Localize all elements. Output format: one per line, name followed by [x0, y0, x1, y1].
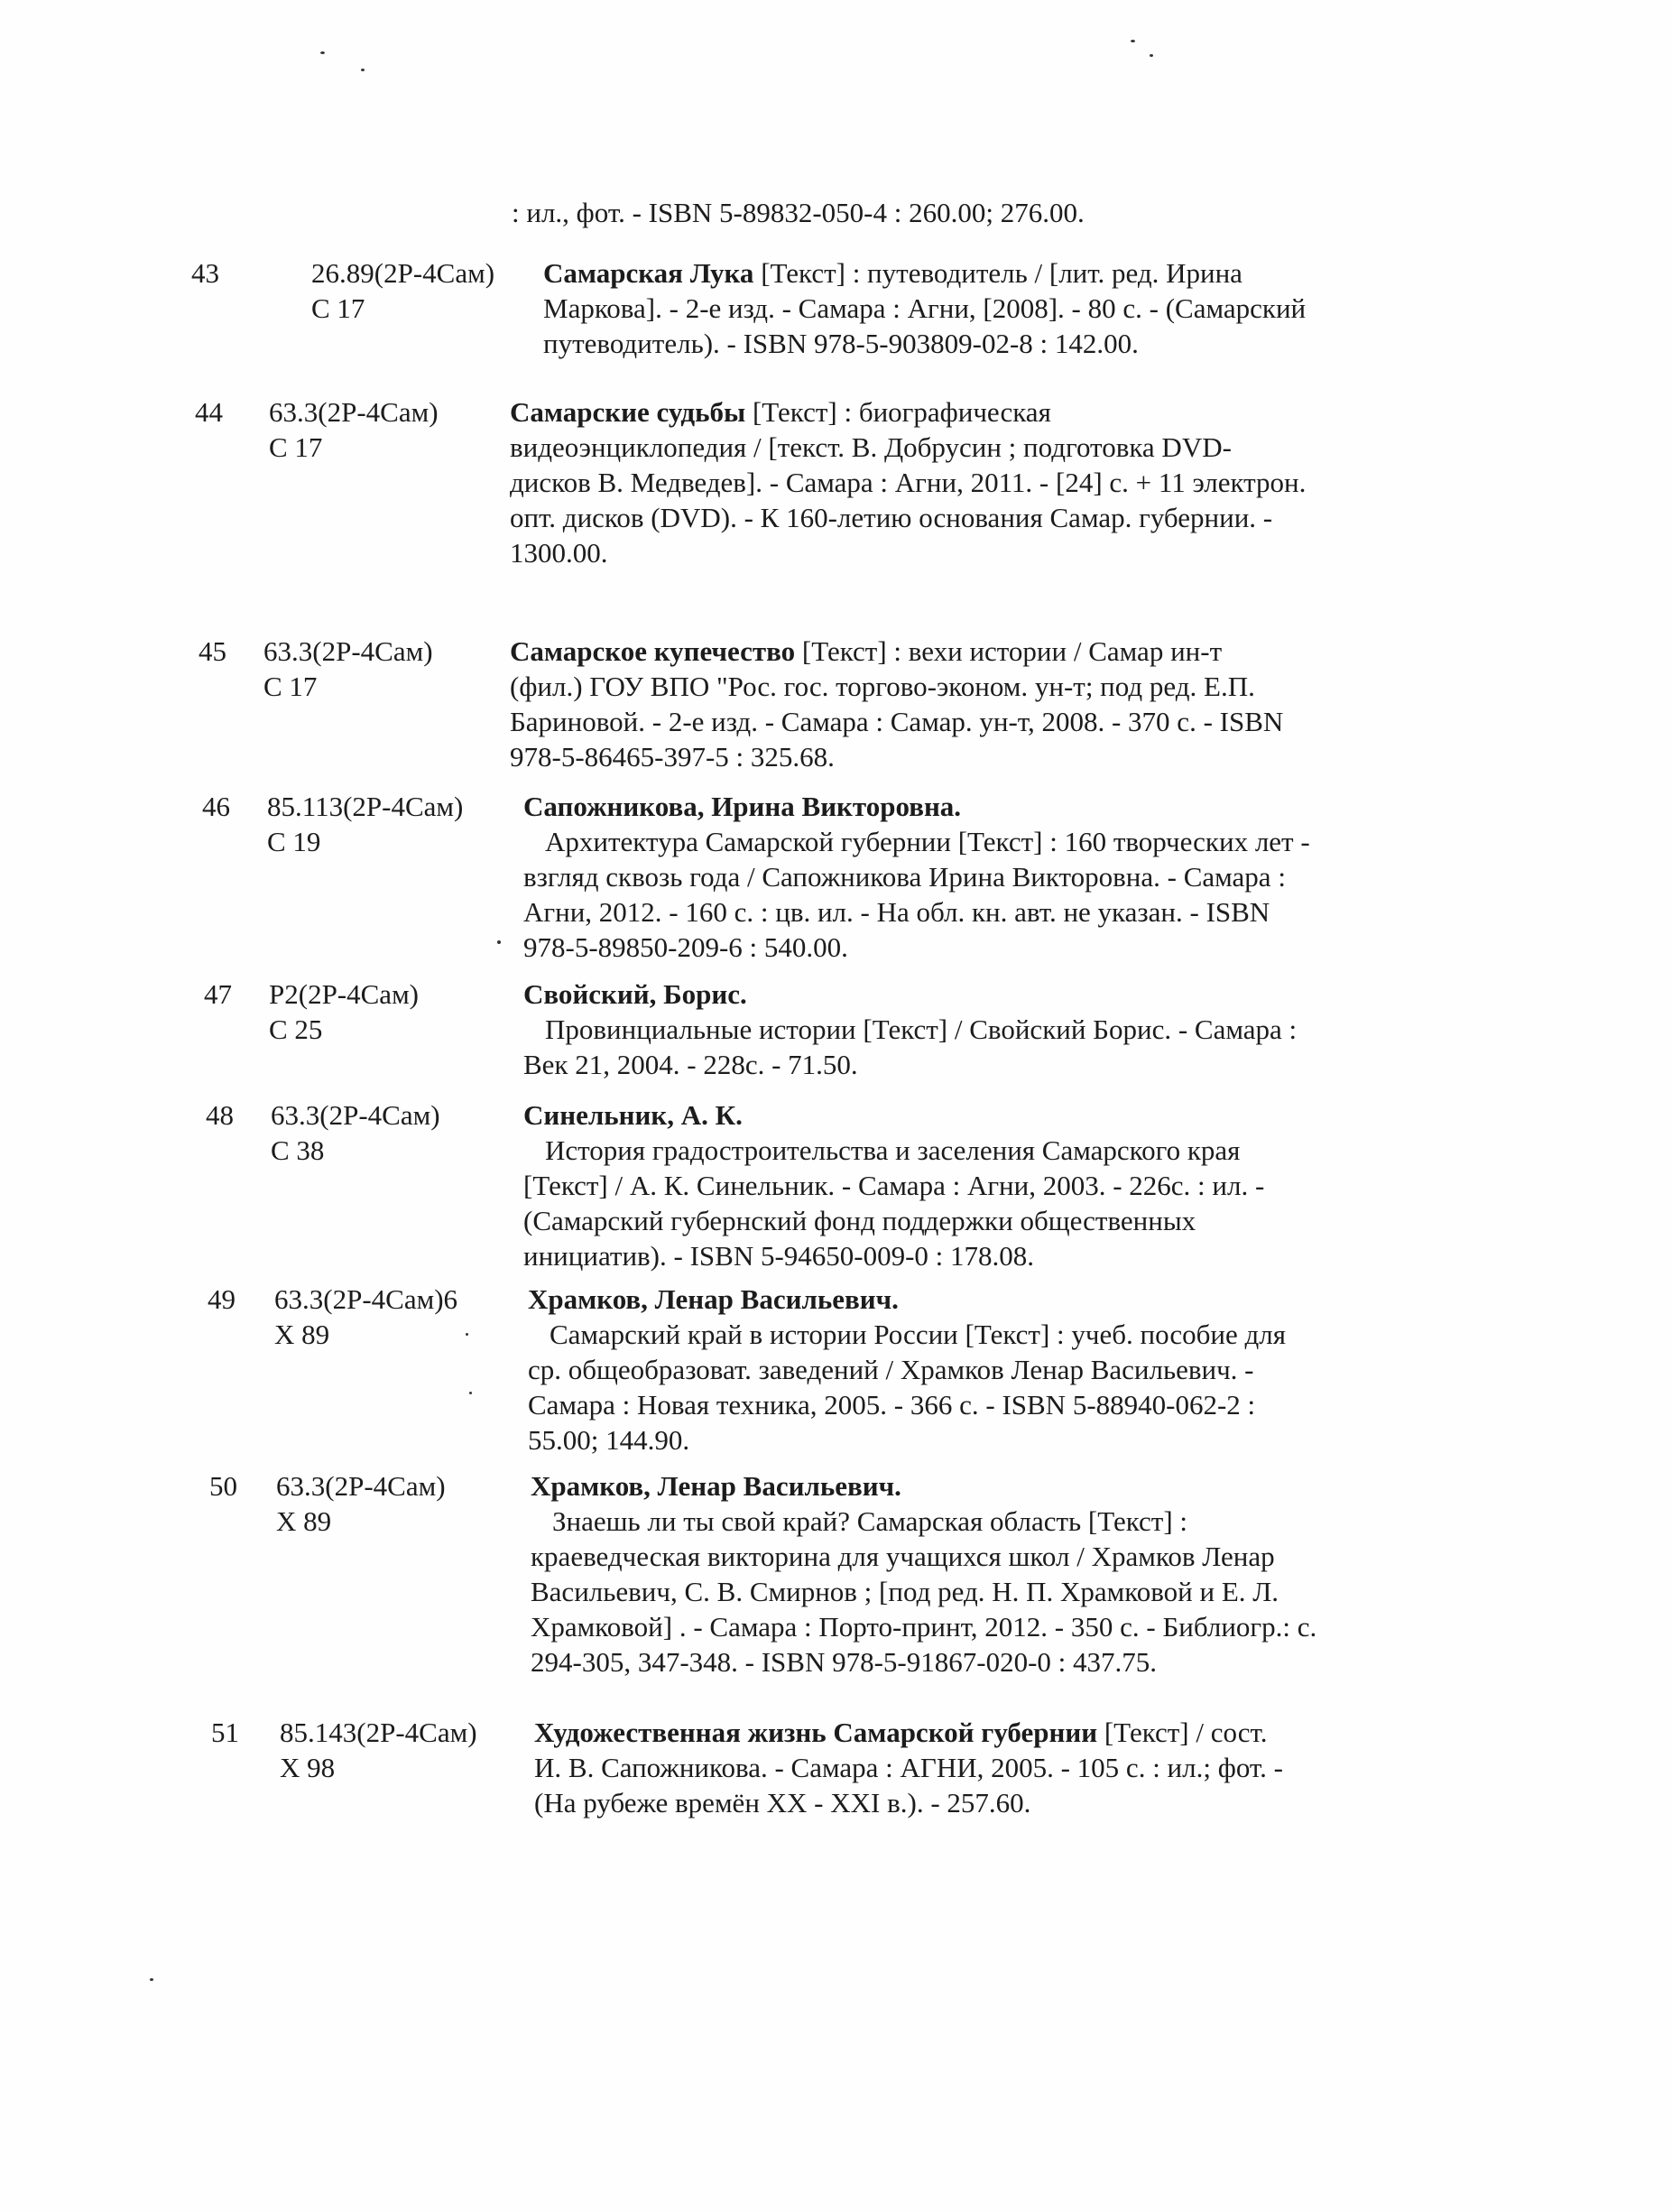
entry-text: ср. общеобразоват. заведений / Храмков Ленар Васильевич. - — [528, 1354, 1254, 1385]
description-line — [531, 1609, 1406, 1644]
description-line — [523, 1047, 1399, 1082]
scan-speck — [469, 1392, 472, 1394]
entry-number: 49 — [208, 1283, 236, 1315]
entry-text: 1300.00. — [510, 537, 608, 569]
scan-speck — [1131, 40, 1135, 42]
entry-number: 43 — [191, 257, 219, 289]
entry-number: 50 — [209, 1470, 237, 1502]
classification-block — [280, 1715, 477, 1785]
description-line — [528, 1352, 1403, 1387]
classification-block — [267, 789, 463, 859]
scan-speck — [320, 51, 325, 54]
description-line — [510, 669, 1385, 704]
entry-description — [523, 789, 1399, 965]
description-line — [523, 1133, 1399, 1168]
description-line — [510, 739, 1385, 774]
classification-code: 26.89(2Р-4Сам) — [311, 257, 495, 289]
description-line — [531, 1574, 1406, 1609]
entry-text: 978-5-89850-209-6 : 540.00. — [523, 931, 848, 963]
entry-text: 55.00; 144.90. — [528, 1424, 690, 1456]
entry-text: опт. дисков (DVD). - К 160-летию основания Самар. губернии. - — [510, 502, 1273, 533]
entry-text: Васильевич, С. В. Смирнов ; [под ред. Н. П. Храмковой и Е. Л. — [531, 1576, 1279, 1607]
scan-speck — [1150, 54, 1153, 57]
author-sign: Х 89 — [274, 1319, 330, 1350]
entry-text: История градостроительства и заселения Самарского края — [545, 1134, 1241, 1166]
entry-heading: Художественная жизнь Самарской губернии — [534, 1717, 1098, 1748]
description-line — [510, 704, 1385, 739]
entry-text: [Текст] : вехи истории / Самар ин-т — [795, 635, 1223, 667]
description-line — [531, 1644, 1406, 1680]
entry-description — [528, 1282, 1403, 1458]
description-line — [510, 465, 1385, 500]
description-line — [534, 1785, 1409, 1820]
author-sign: Х 89 — [276, 1505, 332, 1537]
entry-heading: Самарские судьбы — [510, 396, 746, 428]
entry-text: Самарский край в истории России [Текст] : учеб. пособие для — [550, 1319, 1286, 1350]
entry-text: (фил.) ГОУ ВПО "Рос. гос. торгово-эконом. ун-т; под ред. Е.П. — [510, 671, 1255, 702]
entry-description — [510, 634, 1385, 774]
entry-number: 44 — [195, 396, 223, 428]
scan-speck — [497, 940, 501, 944]
entry-description — [543, 255, 1418, 361]
description-line — [510, 394, 1385, 430]
entry-heading: Самарское купечество — [510, 635, 796, 667]
author-sign: С 38 — [271, 1134, 325, 1166]
description-line — [534, 1750, 1409, 1785]
author-sign: С 17 — [311, 292, 365, 324]
classification-block — [271, 1097, 440, 1168]
entry-heading: Храмков, Ленар Васильевич. — [528, 1283, 899, 1315]
entry-heading: Сапожникова, Ирина Викторовна. — [523, 791, 962, 822]
description-line — [543, 255, 1418, 291]
description-line — [510, 430, 1385, 465]
entry-text: видеоэнциклопедия / [текст. В. Добрусин ; подготовка DVD- — [510, 431, 1232, 463]
entry-text: инициатив). - ISBN 5-94650-009-0 : 178.08. — [523, 1240, 1035, 1272]
description-line — [543, 291, 1418, 326]
entry-text: взгляд сквозь года / Сапожникова Ирина Викторовна. - Самара : — [523, 861, 1286, 893]
description-line — [528, 1387, 1403, 1422]
entry-text: путеводитель). - ISBN 978-5-903809-02-8 : 142.00. — [543, 328, 1139, 359]
entry-text: (Самарский губернский фонд поддержки общественных — [523, 1205, 1196, 1236]
author-sign: С 17 — [263, 671, 318, 702]
entry-text: Знаешь ли ты свой край? Самарская область [Текст] : — [552, 1505, 1188, 1537]
entry-heading: Свойский, Борис. — [523, 978, 747, 1010]
classification-code: 85.143(2Р-4Сам) — [280, 1717, 477, 1748]
description-line — [510, 500, 1385, 535]
classification-block — [263, 634, 433, 704]
classification-code: 63.3(2Р-4Сам) — [271, 1099, 440, 1131]
description-line — [523, 1203, 1399, 1238]
entry-text: Век 21, 2004. - 228с. - 71.50. — [523, 1049, 858, 1080]
classification-code: 85.113(2Р-4Сам) — [267, 791, 464, 822]
entry-heading: Храмков, Ленар Васильевич. — [531, 1470, 901, 1502]
entry-text: Храмковой] . - Самара : Порто-принт, 2012. - 350 с. - Библиогр.: с. — [531, 1611, 1317, 1643]
entry-number: 47 — [204, 978, 232, 1010]
entry-text: [Текст] / сост. — [1097, 1717, 1268, 1748]
entry-text: [Текст] : биографическая — [745, 396, 1051, 428]
scan-speck — [150, 1978, 153, 1981]
entry-text: Агни, 2012. - 160 с. : цв. ил. - На обл. кн. авт. не указан. - ISBN — [523, 896, 1270, 928]
description-line — [531, 1468, 1406, 1504]
entry-number: 51 — [211, 1717, 239, 1748]
entry-text: (На рубеже времён XX - XXI в.). - 257.60. — [534, 1787, 1031, 1819]
description-line — [523, 976, 1399, 1012]
description-line — [510, 535, 1385, 570]
entry-description — [510, 394, 1385, 570]
scan-speck — [361, 69, 365, 71]
classification-code: 63.3(2Р-4Сам) — [263, 635, 433, 667]
scan-speck — [466, 1333, 468, 1336]
entry-text: 978-5-86465-397-5 : 325.68. — [510, 741, 835, 773]
entry-number: 48 — [206, 1099, 234, 1131]
description-line — [531, 1504, 1406, 1539]
classification-code: Р2(2Р-4Сам) — [269, 978, 420, 1010]
entry-text: Самара : Новая техника, 2005. - 366 с. - ISBN 5-88940-062-2 : — [528, 1389, 1256, 1421]
description-line — [523, 930, 1399, 965]
description-line — [523, 789, 1399, 824]
description-line — [510, 634, 1385, 669]
entry-text: Провинциальные истории [Текст] / Свойский Борис. - Самара : — [545, 1013, 1298, 1045]
description-line — [523, 894, 1399, 930]
entry-text: Бариновой. - 2-е изд. - Самара : Самар. ун-т, 2008. - 370 с. - ISBN — [510, 706, 1284, 737]
entry-text: 294-305, 347-348. - ISBN 978-5-91867-020-0 : 437.75. — [531, 1646, 1158, 1678]
classification-block — [269, 394, 439, 465]
classification-block — [276, 1468, 446, 1539]
classification-block — [269, 976, 419, 1047]
description-line — [531, 1539, 1406, 1574]
entry-description — [523, 976, 1399, 1082]
description-line — [528, 1422, 1403, 1458]
author-sign: С 17 — [269, 431, 323, 463]
entry-text: Маркова]. - 2-е изд. - Самара : Агни, [2008]. - 80 с. - (Самарский — [543, 292, 1307, 324]
description-line — [528, 1317, 1403, 1352]
entry-text: краеведческая викторина для учащихся школ / Храмков Ленар — [531, 1541, 1275, 1572]
description-line — [534, 1715, 1409, 1750]
classification-code: 63.3(2Р-4Сам) — [269, 396, 439, 428]
classification-code: 63.3(2Р-4Сам) — [276, 1470, 446, 1502]
entry-heading: Самарская Лука — [543, 257, 754, 289]
description-line — [523, 859, 1399, 894]
continuation-line: : ил., фот. - ISBN 5-89832-050-4 : 260.00; 276.00. — [512, 197, 1085, 228]
entry-text: Архитектура Самарской губернии [Текст] : 160 творческих лет - — [545, 826, 1310, 857]
description-line — [528, 1282, 1403, 1317]
description-line — [523, 824, 1399, 859]
entry-number: 45 — [199, 635, 226, 667]
entry-description — [531, 1468, 1406, 1680]
classification-code: 63.3(2Р-4Сам)6 — [274, 1283, 458, 1315]
description-line — [523, 1097, 1399, 1133]
entry-number: 46 — [202, 791, 230, 822]
author-sign: С 19 — [267, 826, 321, 857]
description-line — [543, 326, 1418, 361]
entry-text: [Текст] / А. К. Синельник. - Самара : Агни, 2003. - 226с. : ил. - — [523, 1170, 1265, 1201]
classification-block — [311, 255, 494, 326]
author-sign: С 25 — [269, 1013, 323, 1045]
entry-description — [523, 1097, 1399, 1273]
description-line — [523, 1012, 1399, 1047]
author-sign: Х 98 — [280, 1752, 336, 1783]
entry-heading: Синельник, А. К. — [523, 1099, 743, 1131]
entry-description — [534, 1715, 1409, 1820]
entry-text: [Текст] : путеводитель / [лит. ред. Ирина — [753, 257, 1242, 289]
description-line — [523, 1168, 1399, 1203]
description-line — [523, 1238, 1399, 1273]
classification-block — [274, 1282, 457, 1352]
entry-text: дисков В. Медведев]. - Самара : Агни, 2011. - [24] с. + 11 электрон. — [510, 467, 1307, 498]
entry-text: И. В. Сапожникова. - Самара : АГНИ, 2005. - 105 с. : ил.; фот. - — [534, 1752, 1283, 1783]
